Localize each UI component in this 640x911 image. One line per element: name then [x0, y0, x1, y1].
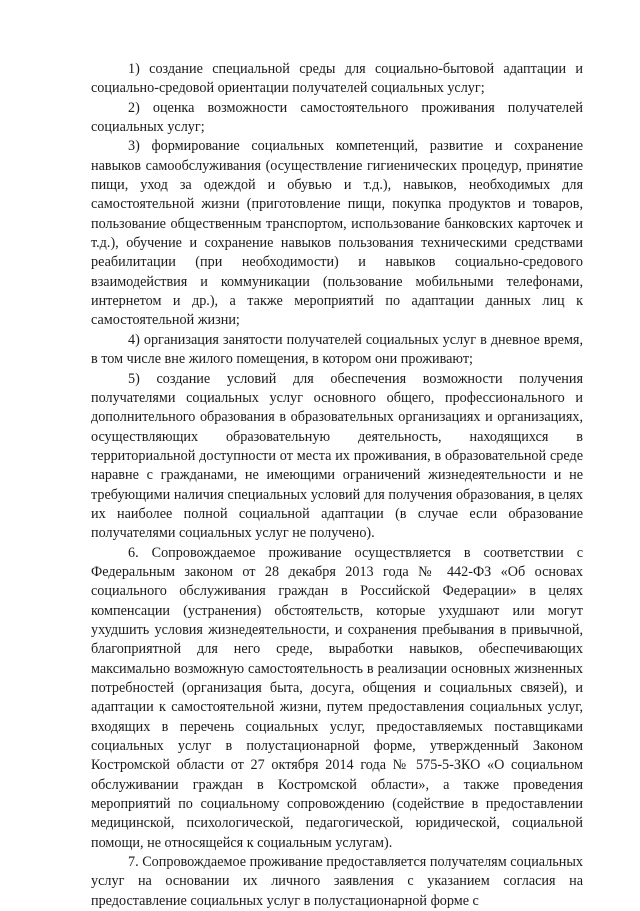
paragraph-section-6: 6. Сопровождаемое проживание осуществляется в соответствии с Федеральным законом от 28 декабря 2013 года № 442-ФЗ «Об основах социального обслуживания граждан в Российской Федерации» в целях компенсации (устранения) обстоятельств, которые ухудшают или могут ухудшить условия жизнедеятельности, и сохранения пребывания в привычной, благоприятной для него среде, выработки навыков, обеспечивающих максимально возможную самостоятельность в реализации основных жизненных потребностей (организация быта, досуга, общения и социальных связей), и адаптации к самостоятельной жизни, путем предоставления социальных услуг, входящих в перечень социальных услуг, предоставляемых поставщиками социальных услуг в полустационарной форме, утвержденный Законом Костромской области от 27 октября 2014 года № 575-5-ЗКО «О социальном обслуживании граждан в Костромской области», а также проведения мероприятий по социальному сопровождению (содействие в предоставлении медицинской, психологической, педагогической, юридической, социальной помощи, не относящейся к социальным услугам).: [91, 544, 583, 851]
paragraph-item-4: 4) организация занятости получателей социальных услуг в дневное время, в том числе вне жилого помещения, в котором они проживают;: [91, 331, 583, 368]
paragraph-item-3: 3) формирование социальных компетенций, развитие и сохранение навыков самообслуживания (осуществление гигиенических процедур, принятие пищи, уход за одеждой и обувью и т.д.), навыков, необходимых для самостоятельной жизни (приготовление пищи, покупка продуктов и товаров, пользование общественным транспортом, использование банковских карточек и т.д.), обучение и сохранение навыков пользования техническими средствами реабилитации (при необходимости) и навыков социально-средового взаимодействия и коммуникации (пользование мобильными телефонами, интернетом и др.), а также мероприятий по адаптации данных лиц к самостоятельной жизни;: [91, 138, 583, 329]
paragraph-item-2: 2) оценка возможности самостоятельного проживания получателей социальных услуг;: [91, 99, 583, 136]
paragraph-item-1: 1) создание специальной среды для социально-бытовой адаптации и социально-средовой ориентации получателей социальных услуг;: [91, 61, 583, 97]
paragraph-section-7: 7. Сопровождаемое проживание предоставляется получателям социальных услуг на основании их личного заявления с указанием согласия на предоставление социальных услуг в полустационарной форме с: [91, 854, 583, 909]
paragraph-item-5: 5) создание условий для обеспечения возможности получения получателями социальных услуг основного общего, профессионального и дополнительного образования в образовательных организациях и организациях, осуществляющих образовательную деятельность, находящихся в территориальной доступности от места их проживания, в образовательной среде наравне с гражданами, не имеющими ограничений жизнедеятельности и не требующими наличия специальных условий для получения образования, в целях их наиболее полной социальной адаптации (в случае если образование получателями социальных услуг не получено).: [91, 370, 583, 542]
document-page: [91, 60, 583, 911]
